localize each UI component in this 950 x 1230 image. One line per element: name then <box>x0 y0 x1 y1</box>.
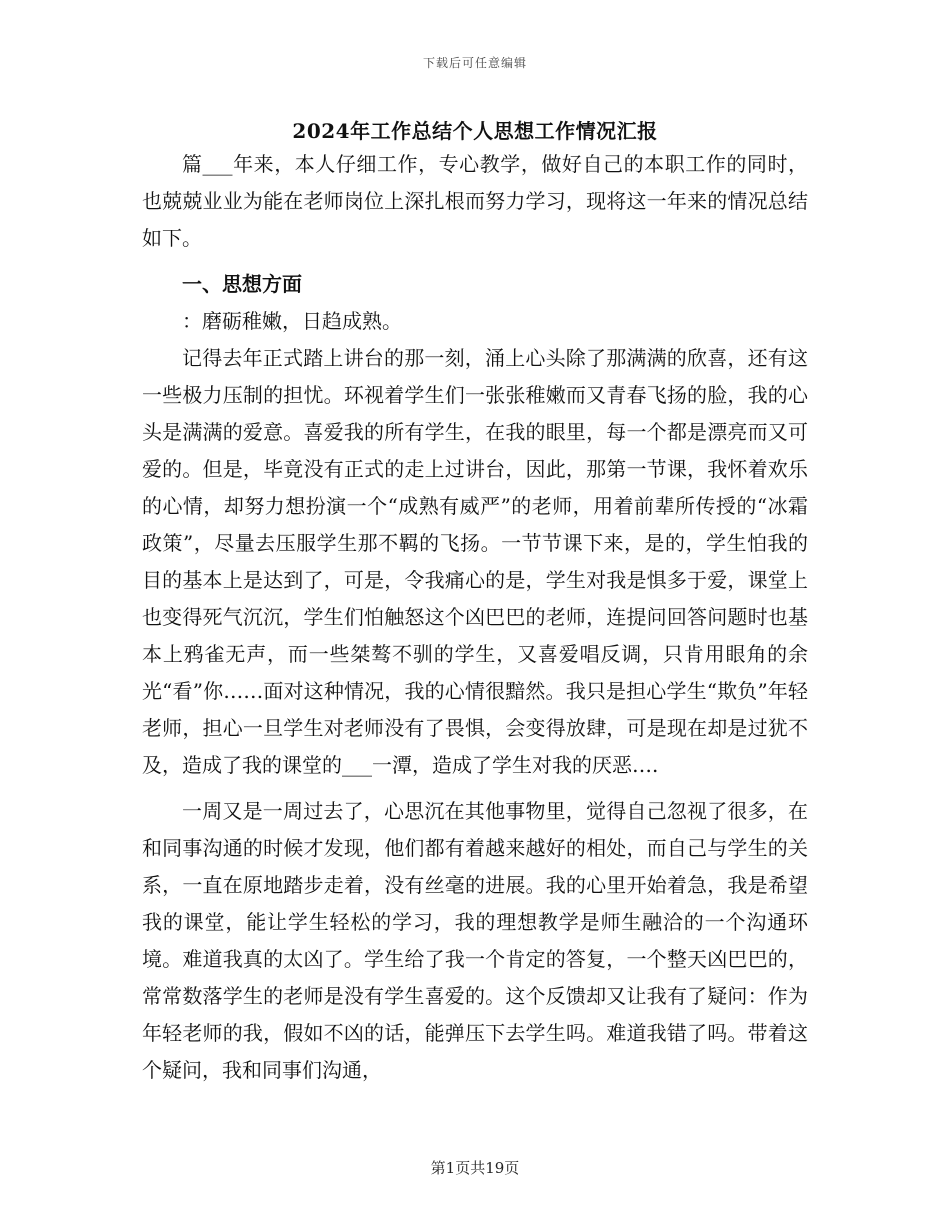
paragraph-body: 记得去年正式踏上讲台的那一刻，涌上心头除了那满满的欣喜，还有这一些极力压制的担忧。环视着学生们一张张稚嫩而又青春飞扬的脸，我的心头是满满的爱意。喜爱我的所有学生，在我的眼里，每一个都是漂亮而又可爱的。但是，毕竟没有正式的走上过讲台，因此，那第一节课，我怀着欢乐的心情，却努力想扮演一个“成熟有威严”的老师，用着前辈所传授的“冰霜政策”，尽量去压服学生那不羁的飞扬。一节节课下来，是的，学生怕我的目的基本上是达到了，可是，令我痛心的是，学生对我是惧多于爱，课堂上也变得死气沉沉，学生们怕触怒这个凶巴巴的老师，连提问回答问题时也基本上鸦雀无声，而一些桀骜不驯的学生，又喜爱唱反调，只肯用眼角的余光“看”你……面对这种情况，我的心情很黯然。我只是担心学生“欺负”年轻老师，担心一旦学生对老师没有了畏惧，会变得放肆，可是现在却是过犹不及，造成了我的课堂的___一潭，造成了学生对我的厌恶…. <box>142 346 808 777</box>
paragraph-body: 一周又是一周过去了，心思沉在其他事物里，觉得自己忽视了很多，在和同事沟通的时候才发现，他们都有着越来越好的相处，而自己与学生的关系，一直在原地踏步走着，没有丝毫的进展。我的心里开始着急，我是希望我的课堂，能让学生轻松的学习，我的理想教学是师生融洽的一个沟通环境。难道我真的太凶了。学生给了我一个肯定的答复，一个整天凶巴巴的，常常数落学生的老师是没有学生喜爱的。这个反馈却又让我有了疑问：作为年轻老师的我，假如不凶的话，能弹压下去学生吗。难道我错了吗。带着这个疑问，我和同事们沟通， <box>142 799 808 1082</box>
paragraph-intro: 篇___年来，本人仔细工作，专心教学，做好自己的本职工作的同时，也兢兢业业为能在老师岗位上深扎根而努力学习，现将这一年来的情况总结如下。 <box>142 152 808 250</box>
header-note: 下载后可任意编辑 <box>422 56 527 70</box>
section-heading: 一、思想方面 <box>182 272 302 296</box>
page-number: 第1页共19页 <box>430 1159 520 1177</box>
document-title: 2024年工作总结个人思想工作情况汇报 <box>292 119 658 143</box>
section-subtitle: ：磨砺稚嫩，日趋成熟。 <box>182 309 402 333</box>
document-body <box>142 146 808 1089</box>
